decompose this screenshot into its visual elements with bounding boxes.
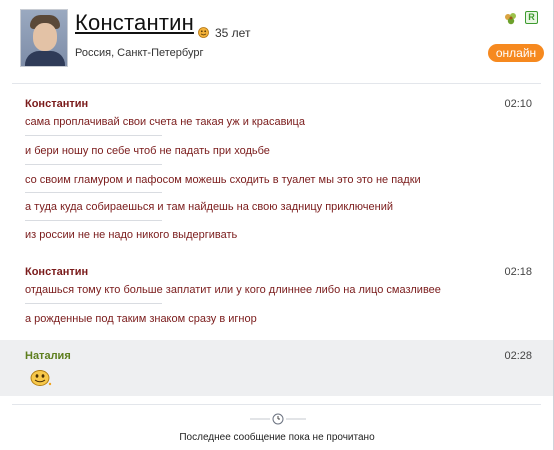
message-separator (25, 220, 162, 221)
message-text: со своим гламуром и пафосом можешь сходить в туалет мы это это не падки (25, 174, 421, 186)
message-text: и бери ношу по себе чтоб не падать при ходьбе (25, 145, 270, 157)
message-text: из россии не не надо никого выдергивать (25, 229, 238, 241)
read-status-text: Последнее сообщение пока не прочитано (179, 432, 375, 443)
smiley-icon (30, 369, 52, 387)
profile-location: Россия, Санкт-Петербург (75, 47, 204, 59)
profile-name[interactable]: Константин (75, 10, 194, 35)
message-text: а рожденные под таким знаком сразу в игнор (25, 313, 257, 325)
online-status-badge: онлайн (488, 44, 544, 62)
message-group (0, 94, 553, 258)
avatar-face (33, 23, 57, 51)
message-separator (25, 135, 162, 136)
message-author[interactable]: Константин (25, 98, 89, 110)
message-author[interactable]: Константин (25, 266, 89, 278)
message-text: сама проплачивай свои счета не такая уж и красавица (25, 116, 305, 128)
message-separator (25, 164, 162, 165)
message-group-unread (0, 340, 553, 396)
smile-icon (198, 27, 209, 38)
flower-icon[interactable] (503, 12, 519, 26)
divider (12, 83, 541, 84)
profile-header (0, 0, 553, 80)
message-text: а туда куда собираешься и там найдешь на свою задницу приключений (25, 201, 394, 213)
message-group (0, 262, 553, 334)
profile-age: 35 лет (215, 26, 251, 40)
message-time: 02:28 (504, 350, 532, 362)
message-time: 02:18 (504, 266, 532, 278)
divider (12, 404, 541, 405)
message-author[interactable]: Наталия (25, 350, 71, 362)
avatar[interactable] (20, 9, 68, 67)
message-text: отдашься тому кто больше заплатит или у кого длиннее либо на лицо смазливее (25, 284, 441, 296)
message-separator (25, 192, 162, 193)
clock-icon (250, 413, 306, 425)
avatar-body (25, 51, 65, 67)
r-badge-icon[interactable]: R (525, 11, 538, 24)
message-time: 02:10 (504, 98, 532, 110)
message-separator (25, 303, 162, 304)
